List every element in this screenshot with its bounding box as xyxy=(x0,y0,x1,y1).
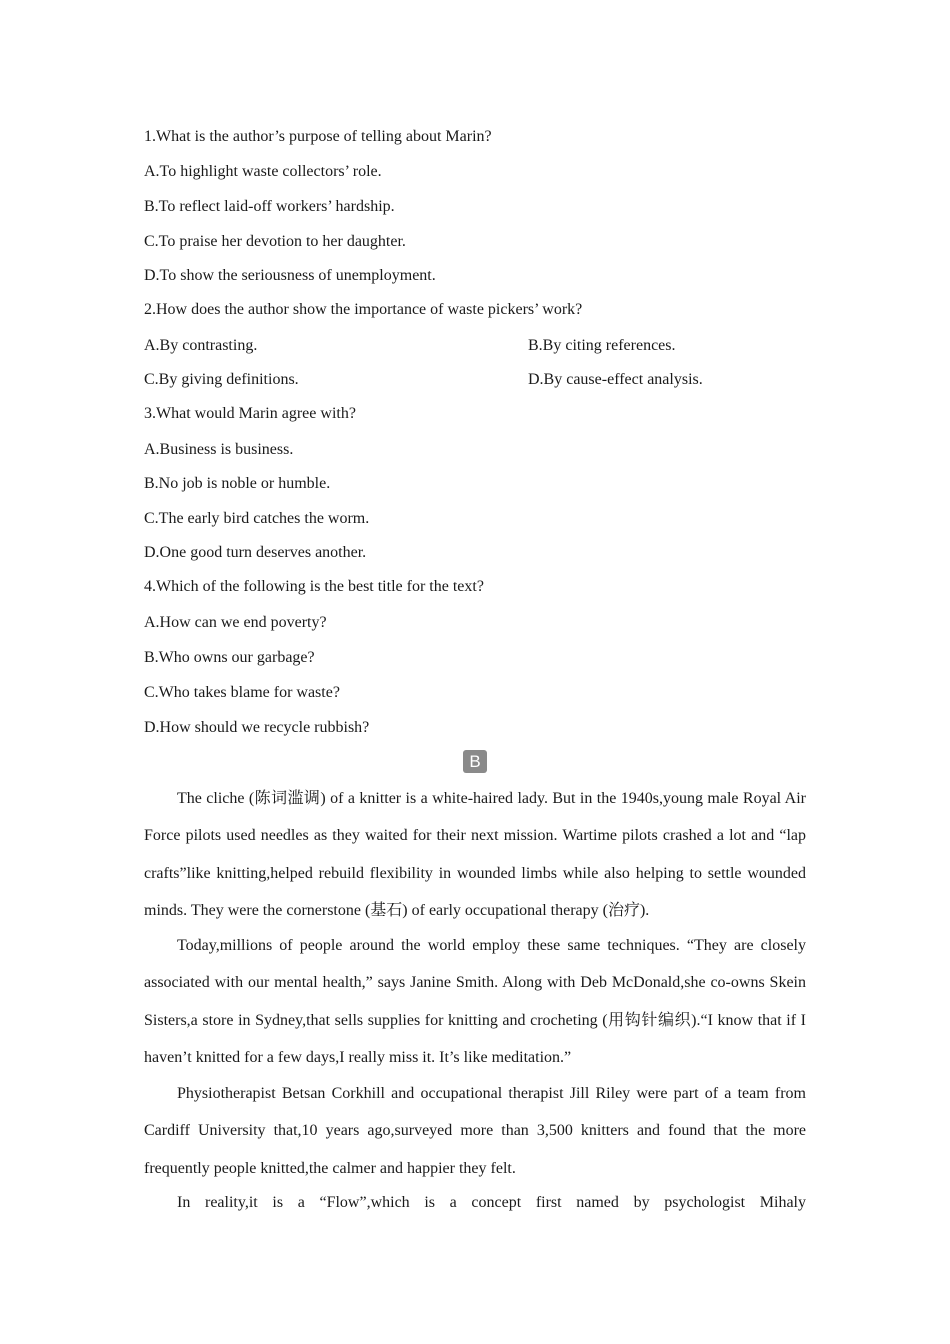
question-1-option-c: C.To praise her devotion to her daughter. xyxy=(144,233,406,250)
question-3-option-c: C.The early bird catches the worm. xyxy=(144,510,370,527)
question-3-option-d: D.One good turn deserves another. xyxy=(144,544,367,561)
question-1-option-d: D.To show the seriousness of unemployment. xyxy=(144,267,436,284)
question-4-stem: 4.Which of the following is the best title for the text? xyxy=(144,578,484,595)
question-4-option-b: B.Who owns our garbage? xyxy=(144,649,315,666)
question-2-stem: 2.How does the author show the importance of waste pickers’ work? xyxy=(144,301,583,318)
passage-paragraph-2: Today,millions of people around the world employ these same techniques. “They are closely associated with our mental health,” says Janine Smith. Along with Deb McDonald,she co-owns Skein Sisters,a store in Sydney,that sells supplies for knitting and crocheting (用钩针编织).“I know that if I haven’t knitted for a few days,I really miss it. It’s like meditation.” xyxy=(144,937,806,1066)
question-3-option-b: B.No job is noble or humble. xyxy=(144,475,331,492)
passage-paragraph-4: In reality,it is a “Flow”,which is a concept first named by psychologist Mihaly xyxy=(177,1194,806,1211)
question-2-option-a: A.By contrasting. xyxy=(144,337,258,354)
question-4-option-a: A.How can we end poverty? xyxy=(144,614,327,631)
question-4-option-d: D.How should we recycle rubbish? xyxy=(144,719,370,736)
question-2-option-b: B.By citing references. xyxy=(528,337,676,354)
question-2-option-d: D.By cause-effect analysis. xyxy=(528,371,703,388)
passage-paragraph-1: The cliche (陈词滥调) of a knitter is a white-haired lady. But in the 1940s,young male Royal Air Force pilots used needles as they waited for their next mission. Wartime pilots crashed a lot and “lap crafts”like knitting,helped rebuild flexibility in wounded limbs while also helping to settle wounded minds. They were the cornerstone (基石) of early occupational therapy (治疗). xyxy=(144,790,806,919)
question-3-stem: 3.What would Marin agree with? xyxy=(144,405,356,422)
question-1-option-b: B.To reflect laid-off workers’ hardship. xyxy=(144,198,395,215)
question-1-option-a: A.To highlight waste collectors’ role. xyxy=(144,163,382,180)
question-3-option-a: A.Business is business. xyxy=(144,441,294,458)
question-2-option-c: C.By giving definitions. xyxy=(144,371,299,388)
passage-paragraph-3: Physiotherapist Betsan Corkhill and occupational therapist Jill Riley were part of a team from Cardiff University that,10 years ago,surveyed more than 3,500 knitters and found that the more frequently people knitted,the calmer and happier they felt. xyxy=(144,1085,806,1177)
section-b-badge: B xyxy=(463,750,487,773)
question-1-stem: 1.What is the author’s purpose of telling about Marin? xyxy=(144,128,492,145)
question-4-option-c: C.Who takes blame for waste? xyxy=(144,684,340,701)
